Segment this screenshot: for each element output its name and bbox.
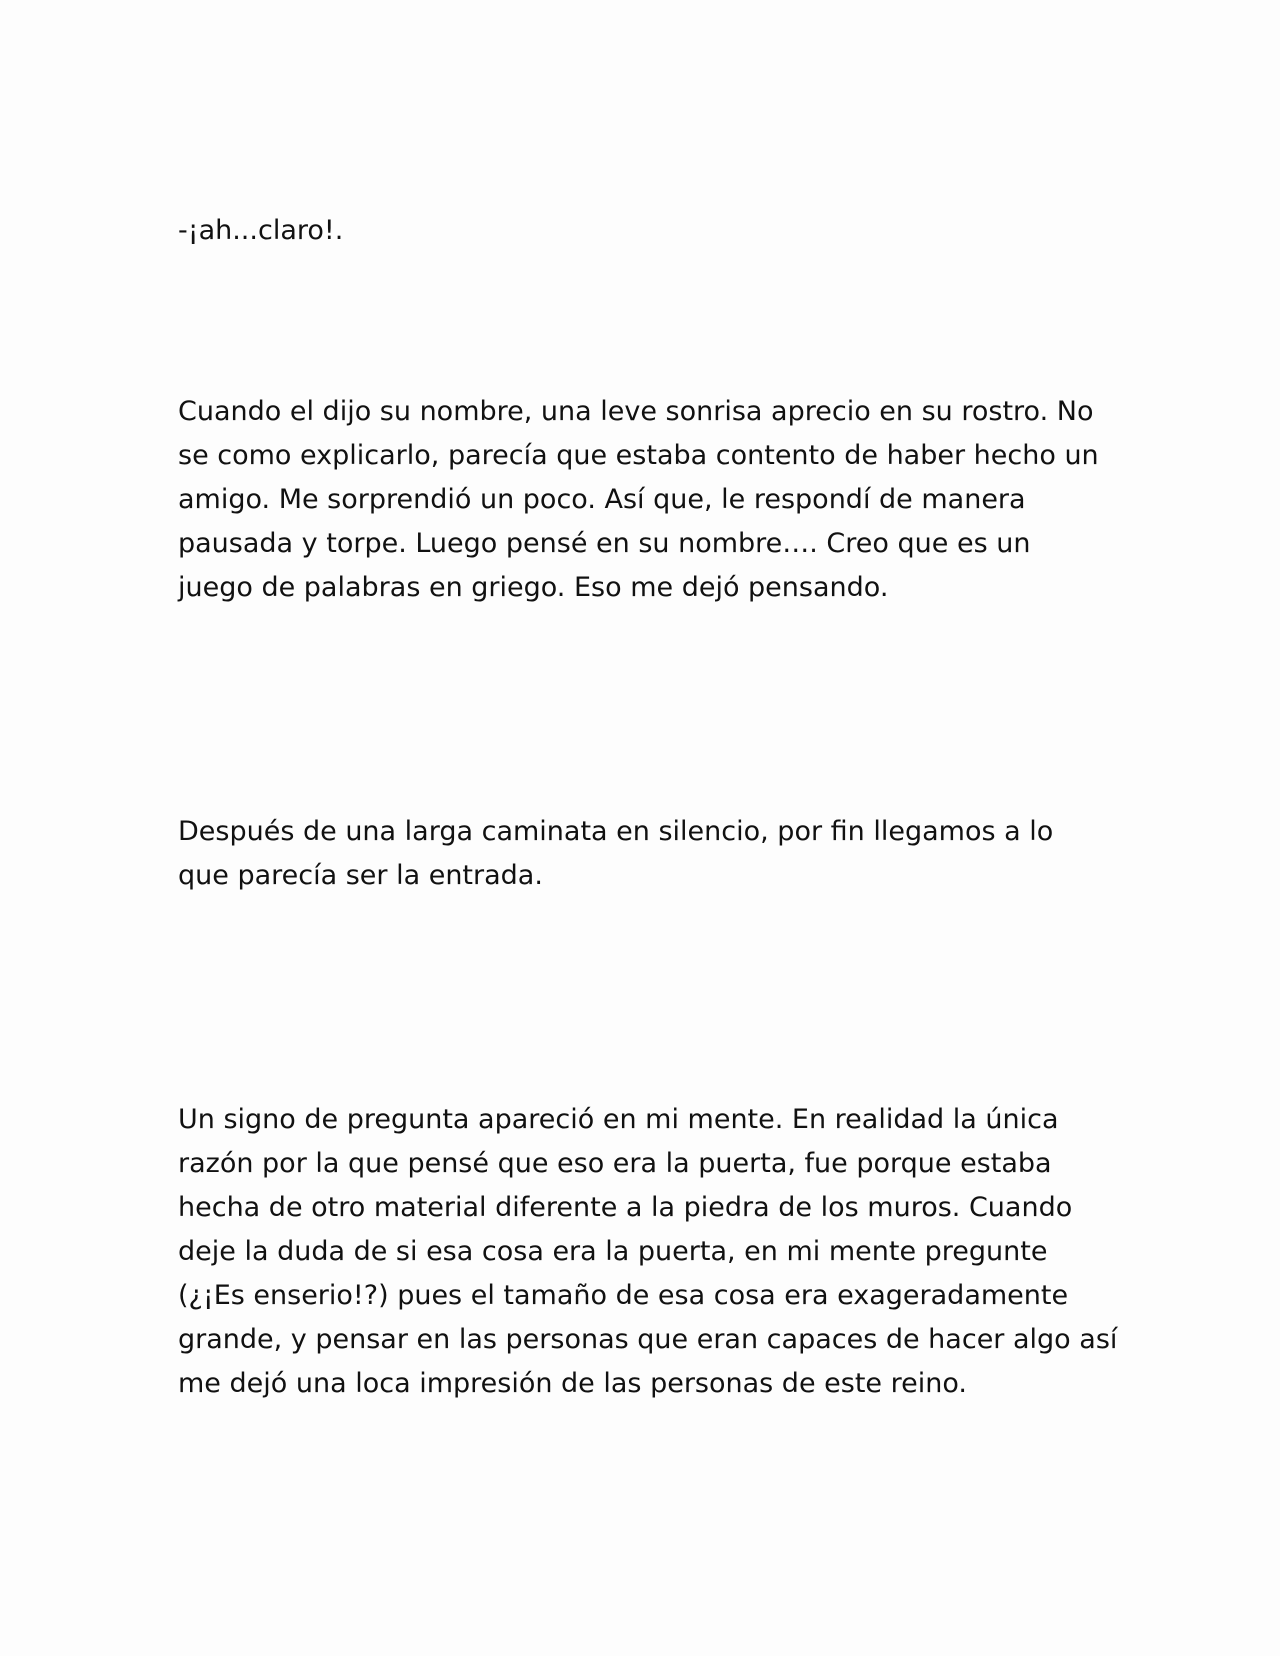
text-line: juego de palabras en griego. Eso me dejó pensando. <box>178 572 889 603</box>
paragraph-name-reaction <box>178 390 1128 610</box>
text-line: deje la duda de si esa cosa era la puerta, en mi mente pregunte <box>178 1236 1048 1267</box>
text-line: pausada y torpe. Luego pensé en su nombre…. Creo que es un <box>178 528 1031 559</box>
text-line: razón por la que pensé que eso era la puerta, fue porque estaba <box>178 1148 1052 1179</box>
text-line: (¿¡Es enserio!?) pues el tamaño de esa cosa era exageradamente <box>178 1280 1069 1311</box>
text-line: Un signo de pregunta apareció en mi mente. En realidad la única <box>178 1104 1059 1135</box>
text-line: grande, y pensar en las personas que eran capaces de hacer algo así <box>178 1324 1118 1355</box>
text-line: -¡ah...claro!. <box>178 215 344 246</box>
text-line: amigo. Me sorprendió un poco. Así que, le respondí de manera <box>178 484 1026 515</box>
text-line: Cuando el dijo su nombre, una leve sonrisa aprecio en su rostro. No <box>178 396 1094 427</box>
paragraph-arrival <box>178 810 1128 898</box>
text-line: que parecía ser la entrada. <box>178 860 543 891</box>
text-line: hecha de otro material diferente a la piedra de los muros. Cuando <box>178 1192 1073 1223</box>
paragraph-dialogue <box>178 209 1128 253</box>
text-line: Después de una larga caminata en silencio, por fin llegamos a lo <box>178 816 1054 847</box>
text-line: se como explicarlo, parecía que estaba contento de haber hecho un <box>178 440 1099 471</box>
text-line: me dejó una loca impresión de las personas de este reino. <box>178 1368 967 1399</box>
paragraph-door-question <box>178 1098 1128 1406</box>
